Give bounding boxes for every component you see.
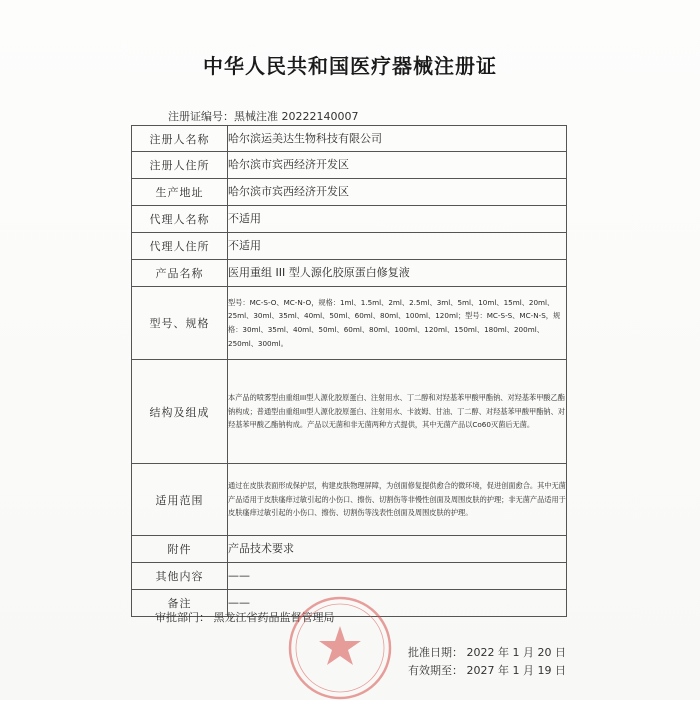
- row-label: 型号、规格: [132, 287, 228, 360]
- row-label: 注册人名称: [132, 126, 228, 152]
- row-value: ——: [228, 590, 567, 617]
- row-value: 通过在皮肤表面形成保护层，构建皮肤物理屏障，为创面修复提供愈合的微环境，促进创面愈合。其中无菌产品适用于皮肤瘙痒过敏引起的小伤口、擦伤、切割伤等非慢性创面及周围皮肤的护理；非无菌产品适用于皮肤瘙痒过敏引起的小伤口、擦伤、切割伤等浅表性创面及周围皮肤的护理。: [228, 464, 567, 536]
- table-row: [132, 233, 567, 260]
- row-value: 不适用: [228, 206, 567, 233]
- certificate-table: [131, 125, 567, 617]
- row-label: 其他内容: [132, 563, 228, 590]
- row-value: 型号：MC-S-O、MC-N-O，规格：1ml、1.5ml、2ml、2.5ml、3ml、5ml、10ml、15ml、20ml、25ml、30ml、35ml、40ml、50ml、60ml、80ml、100ml、120ml；型号：MC-S-S、MC-N-S，规格：30ml、35ml、40ml、50ml、60ml、80ml、100ml、120ml、150ml、180ml、200ml、250ml、300ml。: [228, 287, 567, 360]
- row-label: 适用范围: [132, 464, 228, 536]
- table-row: [132, 464, 567, 536]
- table-row: [132, 179, 567, 206]
- row-value: 本产品的喷雾型由重组III型人源化胶原蛋白、注射用水、丁二醇和对羟基苯甲酸甲酯钠、对羟基苯甲酸乙酯钠构成；普通型由重组III型人源化胶原蛋白、注射用水、卡波姆、甘油、丁二醇、对羟基苯甲酸甲酯钠、对羟基苯甲酸乙酯钠构成。产品以无菌和非无菌两种方式提供，其中无菌产品以Co60灭菌后无菌。: [228, 360, 567, 464]
- row-label: 备注: [132, 590, 228, 617]
- row-value: 哈尔滨市宾西经济开发区: [228, 152, 567, 179]
- table-row: [132, 536, 567, 563]
- table-row: [132, 126, 567, 152]
- row-value: 产品技术要求: [228, 536, 567, 563]
- row-label: 产品名称: [132, 260, 228, 287]
- table-row: [132, 260, 567, 287]
- official-seal-stamp: [284, 592, 396, 704]
- row-value: ——: [228, 563, 567, 590]
- approval-date: 批准日期： 2022 年 1 月 20 日: [408, 646, 566, 659]
- row-value: 不适用: [228, 233, 567, 260]
- table-row: [132, 563, 567, 590]
- table-row: [132, 287, 567, 360]
- footer-dates: [408, 644, 566, 680]
- registration-number: 注册证编号：黑械注准 20222140007: [168, 110, 359, 123]
- row-value: 医用重组 III 型人源化胶原蛋白修复液: [228, 260, 567, 287]
- row-value: 哈尔滨运美达生物科技有限公司: [228, 126, 567, 152]
- table-row: [132, 206, 567, 233]
- star-icon: [319, 626, 361, 665]
- expiry-date: 有效期至： 2027 年 1 月 19 日: [408, 664, 566, 677]
- table-row: [132, 152, 567, 179]
- row-label: 结构及组成: [132, 360, 228, 464]
- row-label: 生产地址: [132, 179, 228, 206]
- row-label: 代理人住所: [132, 233, 228, 260]
- table-row: [132, 360, 567, 464]
- document-title: 中华人民共和国医疗器械注册证: [203, 54, 497, 78]
- approval-department: 审批部门： 黑龙江省药品监督管理局: [155, 611, 335, 624]
- row-label: 注册人住所: [132, 152, 228, 179]
- row-label: 代理人名称: [132, 206, 228, 233]
- row-value: 哈尔滨市宾西经济开发区: [228, 179, 567, 206]
- row-label: 附件: [132, 536, 228, 563]
